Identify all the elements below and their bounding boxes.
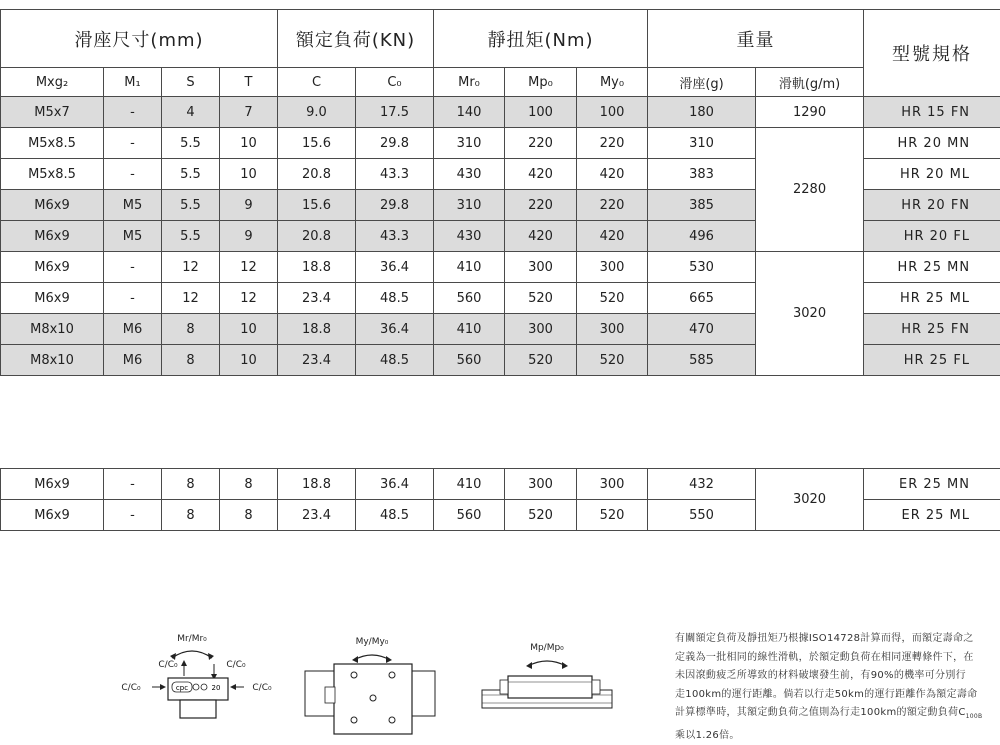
cell-mxg: M6x9 bbox=[1, 252, 104, 283]
cell-m1: - bbox=[104, 159, 162, 190]
cell-m1: - bbox=[104, 500, 162, 531]
cell-block-g: 432 bbox=[648, 469, 756, 500]
mr-label: Mr/Mr₀ bbox=[177, 634, 207, 644]
cell-c: 23.4 bbox=[278, 283, 356, 314]
cell-block-g: 180 bbox=[648, 97, 756, 128]
cell-mr0: 310 bbox=[434, 190, 505, 221]
cell-mr0: 410 bbox=[434, 469, 505, 500]
cell-m1: - bbox=[104, 283, 162, 314]
cell-c0: 29.8 bbox=[356, 190, 434, 221]
my-label: My/My₀ bbox=[356, 637, 389, 647]
cell-my0: 300 bbox=[577, 314, 648, 345]
cell-my0: 420 bbox=[577, 221, 648, 252]
cell-mp0: 420 bbox=[505, 159, 577, 190]
cell-block-g: 385 bbox=[648, 190, 756, 221]
cell-model: HR 25 FL bbox=[864, 345, 1000, 376]
cell-mp0: 220 bbox=[505, 190, 577, 221]
c-side-left-label: C/C₀ bbox=[121, 683, 141, 693]
header-s: S bbox=[162, 68, 220, 97]
cell-block-g: 310 bbox=[648, 128, 756, 159]
cell-mp0: 220 bbox=[505, 128, 577, 159]
cell-mxg: M6x9 bbox=[1, 500, 104, 531]
cell-s: 5.5 bbox=[162, 128, 220, 159]
cell-c0: 43.3 bbox=[356, 159, 434, 190]
cell-c: 15.6 bbox=[278, 128, 356, 159]
c-left-label: C/C₀ bbox=[158, 660, 178, 670]
cell-mp0: 520 bbox=[505, 283, 577, 314]
cell-rail-weight: 3020 bbox=[756, 252, 864, 376]
cell-t: 12 bbox=[220, 283, 278, 314]
cell-m1: - bbox=[104, 97, 162, 128]
header-mr0: Mr₀ bbox=[434, 68, 505, 97]
badge-left: cpc bbox=[176, 684, 188, 692]
cell-mp0: 300 bbox=[505, 314, 577, 345]
spec-table bbox=[0, 9, 1000, 376]
cell-rail-weight: 1290 bbox=[756, 97, 864, 128]
cell-mp0: 420 bbox=[505, 221, 577, 252]
cell-s: 8 bbox=[162, 345, 220, 376]
table-row bbox=[1, 97, 1000, 128]
cell-block-g: 550 bbox=[648, 500, 756, 531]
cell-mr0: 310 bbox=[434, 128, 505, 159]
cell-s: 5.5 bbox=[162, 221, 220, 252]
cell-m1: - bbox=[104, 469, 162, 500]
header-weight: 重量 bbox=[648, 10, 864, 68]
cell-block-g: 530 bbox=[648, 252, 756, 283]
cell-s: 12 bbox=[162, 283, 220, 314]
top-view-diagram bbox=[305, 637, 435, 734]
cell-block-g: 665 bbox=[648, 283, 756, 314]
cell-c: 15.6 bbox=[278, 190, 356, 221]
cell-t: 7 bbox=[220, 97, 278, 128]
header-static-moment: 靜扭矩(Nm) bbox=[434, 10, 648, 68]
note-line: 未因滾動疲乏所導致的材料破壞發生前，有90%的機率可分別行 bbox=[675, 667, 993, 686]
cell-mxg: M8x10 bbox=[1, 314, 104, 345]
note-subscript: 100B bbox=[966, 713, 983, 720]
cell-s: 5.5 bbox=[162, 159, 220, 190]
cell-c0: 17.5 bbox=[356, 97, 434, 128]
cell-mr0: 560 bbox=[434, 283, 505, 314]
header-mp0: Mp₀ bbox=[505, 68, 577, 97]
cell-rail-weight: 3020 bbox=[756, 469, 864, 531]
cell-s: 12 bbox=[162, 252, 220, 283]
cell-s: 4 bbox=[162, 97, 220, 128]
cell-c0: 43.3 bbox=[356, 221, 434, 252]
cell-model: HR 20 MN bbox=[864, 128, 1000, 159]
header-my0: My₀ bbox=[577, 68, 648, 97]
cell-m1: M6 bbox=[104, 314, 162, 345]
cell-s: 8 bbox=[162, 314, 220, 345]
note-line: 乘以1.26倍。 bbox=[675, 727, 993, 745]
cell-my0: 520 bbox=[577, 500, 648, 531]
cell-t: 9 bbox=[220, 221, 278, 252]
note-line: 計算標準時，其額定動負荷之值則為行走100km的額定動負荷$C_{100B}$ bbox=[675, 704, 993, 727]
cell-model: HR 25 MN bbox=[864, 252, 1000, 283]
cell-t: 9 bbox=[220, 190, 278, 221]
cell-mxg: M5x8.5 bbox=[1, 128, 104, 159]
cell-block-g: 470 bbox=[648, 314, 756, 345]
cell-model: HR 15 FN bbox=[864, 97, 1000, 128]
c-side-right-label: C/C₀ bbox=[252, 683, 272, 693]
cell-s: 5.5 bbox=[162, 190, 220, 221]
cell-rail-weight: 2280 bbox=[756, 128, 864, 252]
cell-my0: 520 bbox=[577, 345, 648, 376]
cell-mr0: 410 bbox=[434, 314, 505, 345]
side-view-diagram bbox=[482, 643, 612, 708]
cell-my0: 300 bbox=[577, 469, 648, 500]
table-row bbox=[1, 252, 1000, 283]
cell-c0: 48.5 bbox=[356, 283, 434, 314]
er-table bbox=[0, 468, 1000, 531]
cell-mp0: 520 bbox=[505, 500, 577, 531]
cell-c0: 36.4 bbox=[356, 252, 434, 283]
cell-mr0: 410 bbox=[434, 252, 505, 283]
header-rail-weight: 滑軌(g/m) bbox=[756, 68, 864, 97]
cell-mxg: M6x9 bbox=[1, 283, 104, 314]
table-row bbox=[1, 128, 1000, 159]
cell-mxg: M8x10 bbox=[1, 345, 104, 376]
cell-m1: M6 bbox=[104, 345, 162, 376]
header-block-weight: 滑座(g) bbox=[648, 68, 756, 97]
cell-mr0: 430 bbox=[434, 159, 505, 190]
cell-model: ER 25 MN bbox=[864, 469, 1000, 500]
c-right-label: C/C₀ bbox=[226, 660, 246, 670]
cell-t: 10 bbox=[220, 128, 278, 159]
cell-c: 18.8 bbox=[278, 469, 356, 500]
header-m1: M₁ bbox=[104, 68, 162, 97]
cell-mxg: M5x7 bbox=[1, 97, 104, 128]
header-model: 型號規格 bbox=[864, 10, 1000, 97]
cell-model: HR 20 ML bbox=[864, 159, 1000, 190]
cell-mr0: 560 bbox=[434, 345, 505, 376]
cell-block-g: 496 bbox=[648, 221, 756, 252]
cell-my0: 520 bbox=[577, 283, 648, 314]
cell-my0: 220 bbox=[577, 190, 648, 221]
mp-label: Mp/Mp₀ bbox=[530, 643, 564, 653]
badge-right: 20 bbox=[212, 684, 221, 692]
header-block-size: 滑座尺寸(mm) bbox=[1, 10, 278, 68]
cell-c: 18.8 bbox=[278, 314, 356, 345]
cell-c0: 36.4 bbox=[356, 469, 434, 500]
load-direction-diagrams bbox=[0, 620, 660, 740]
cell-model: HR 20 FL bbox=[864, 221, 1000, 252]
cell-t: 12 bbox=[220, 252, 278, 283]
cell-c: 20.8 bbox=[278, 221, 356, 252]
cell-c0: 48.5 bbox=[356, 345, 434, 376]
cell-my0: 420 bbox=[577, 159, 648, 190]
cell-mp0: 300 bbox=[505, 469, 577, 500]
header-t: T bbox=[220, 68, 278, 97]
rating-note bbox=[675, 630, 993, 745]
cell-mxg: M5x8.5 bbox=[1, 159, 104, 190]
cell-c: 18.8 bbox=[278, 252, 356, 283]
cell-mxg: M6x9 bbox=[1, 190, 104, 221]
cell-s: 8 bbox=[162, 500, 220, 531]
note-line: 有關額定負荷及靜扭矩乃根據ISO14728計算而得，而額定壽命之 bbox=[675, 630, 993, 649]
cell-mxg: M6x9 bbox=[1, 469, 104, 500]
cell-model: HR 25 FN bbox=[864, 314, 1000, 345]
cell-c0: 29.8 bbox=[356, 128, 434, 159]
cell-t: 10 bbox=[220, 159, 278, 190]
cell-m1: - bbox=[104, 128, 162, 159]
cell-c: 23.4 bbox=[278, 345, 356, 376]
header-rated-load: 額定負荷(KN) bbox=[278, 10, 434, 68]
cell-block-g: 585 bbox=[648, 345, 756, 376]
cell-s: 8 bbox=[162, 469, 220, 500]
cell-mp0: 300 bbox=[505, 252, 577, 283]
cell-mp0: 520 bbox=[505, 345, 577, 376]
cell-t: 8 bbox=[220, 469, 278, 500]
note-line: 走100km的運行距離。倘若以行走50km的運行距離作為額定壽命 bbox=[675, 686, 993, 705]
note-line: 定義為一批相同的線性滑軌，於額定動負荷在相同運轉條件下，在 bbox=[675, 649, 993, 668]
cell-mr0: 430 bbox=[434, 221, 505, 252]
cell-my0: 100 bbox=[577, 97, 648, 128]
cell-c: 20.8 bbox=[278, 159, 356, 190]
header-c0: C₀ bbox=[356, 68, 434, 97]
cell-c0: 36.4 bbox=[356, 314, 434, 345]
cell-my0: 300 bbox=[577, 252, 648, 283]
cell-t: 8 bbox=[220, 500, 278, 531]
cell-c: 23.4 bbox=[278, 500, 356, 531]
cell-model: HR 20 FN bbox=[864, 190, 1000, 221]
cell-m1: M5 bbox=[104, 221, 162, 252]
cell-m1: - bbox=[104, 252, 162, 283]
cell-mr0: 560 bbox=[434, 500, 505, 531]
cell-block-g: 383 bbox=[648, 159, 756, 190]
cell-model: HR 25 ML bbox=[864, 283, 1000, 314]
cell-c: 9.0 bbox=[278, 97, 356, 128]
cell-mxg: M6x9 bbox=[1, 221, 104, 252]
cell-t: 10 bbox=[220, 345, 278, 376]
cell-mr0: 140 bbox=[434, 97, 505, 128]
cell-my0: 220 bbox=[577, 128, 648, 159]
cell-mp0: 100 bbox=[505, 97, 577, 128]
cell-m1: M5 bbox=[104, 190, 162, 221]
header-mxg: Mxg₂ bbox=[1, 68, 104, 97]
header-c: C bbox=[278, 68, 356, 97]
table-row bbox=[1, 469, 1000, 500]
cell-model: ER 25 ML bbox=[864, 500, 1000, 531]
cell-c0: 48.5 bbox=[356, 500, 434, 531]
cell-t: 10 bbox=[220, 314, 278, 345]
cross-section-diagram bbox=[121, 634, 272, 718]
